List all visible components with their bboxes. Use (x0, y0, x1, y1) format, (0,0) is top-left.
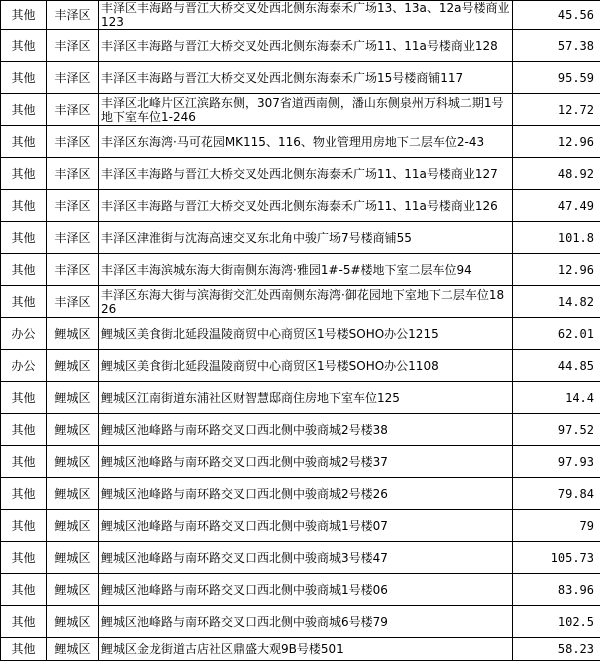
address-cell: 丰泽区东海湾·马可花园MK115、116、物业管理用房地下二层车位2-43 (99, 126, 513, 158)
address-cell: 丰泽区东海大街与滨海街交汇处西南侧东海湾·御花园地下室地下二层车位1826 (99, 286, 513, 318)
district-cell: 丰泽区 (47, 1, 99, 30)
property-type-cell: 其他 (1, 126, 47, 158)
table-row (1, 1, 600, 30)
district-cell: 丰泽区 (47, 30, 99, 62)
area-cell: 101.8 (513, 222, 600, 254)
property-type-cell: 其他 (1, 1, 47, 30)
address-cell: 丰泽区丰海路与晋江大桥交叉处西北侧东海泰禾广场11、11a号楼商业126 (99, 190, 513, 222)
district-cell: 鲤城区 (47, 382, 99, 414)
table-row (1, 30, 600, 62)
area-cell: 44.85 (513, 350, 600, 382)
table-row (1, 222, 600, 254)
property-type-cell: 其他 (1, 190, 47, 222)
property-type-cell: 其他 (1, 30, 47, 62)
address-cell: 丰泽区丰海路与晋江大桥交叉处西北侧东海泰禾广场15号楼商铺117 (99, 62, 513, 94)
area-cell: 105.73 (513, 542, 600, 574)
area-cell: 57.38 (513, 30, 600, 62)
property-table-body (1, 1, 600, 661)
property-type-cell: 其他 (1, 94, 47, 126)
table-row (1, 510, 600, 542)
area-cell: 58.23 (513, 638, 600, 661)
property-type-cell: 办公 (1, 350, 47, 382)
area-cell: 102.5 (513, 606, 600, 638)
address-cell: 鲤城区池峰路与南环路交叉口西北侧中骏商城3号楼47 (99, 542, 513, 574)
table-row (1, 382, 600, 414)
table-row (1, 542, 600, 574)
address-cell: 丰泽区丰海路与晋江大桥交叉处西北侧东海泰禾广场11、11a号楼商业128 (99, 30, 513, 62)
property-type-cell: 其他 (1, 254, 47, 286)
area-cell: 95.59 (513, 62, 600, 94)
address-cell: 鲤城区江南街道东浦社区财智慧邸商住房地下室车位125 (99, 382, 513, 414)
table-row (1, 414, 600, 446)
property-type-cell: 其他 (1, 222, 47, 254)
table-row (1, 126, 600, 158)
table-row (1, 638, 600, 661)
address-cell: 丰泽区丰海滨城东海大街南侧东海湾·雅园1#-5#楼地下室二层车位94 (99, 254, 513, 286)
district-cell: 丰泽区 (47, 94, 99, 126)
district-cell: 鲤城区 (47, 350, 99, 382)
district-cell: 丰泽区 (47, 286, 99, 318)
table-row (1, 350, 600, 382)
district-cell: 鲤城区 (47, 414, 99, 446)
district-cell: 丰泽区 (47, 222, 99, 254)
address-cell: 鲤城区池峰路与南环路交叉口西北侧中骏商城1号楼07 (99, 510, 513, 542)
area-cell: 12.96 (513, 126, 600, 158)
property-type-cell: 其他 (1, 382, 47, 414)
district-cell: 鲤城区 (47, 574, 99, 606)
area-cell: 79.84 (513, 478, 600, 510)
table-row (1, 574, 600, 606)
area-cell: 14.4 (513, 382, 600, 414)
table-row (1, 286, 600, 318)
district-cell: 丰泽区 (47, 126, 99, 158)
address-cell: 丰泽区津淮街与沈海高速交叉东北角中骏广场7号楼商铺55 (99, 222, 513, 254)
address-cell: 丰泽区丰海路与晋江大桥交叉处西北侧东海泰禾广场11、11a号楼商业127 (99, 158, 513, 190)
property-type-cell: 其他 (1, 62, 47, 94)
area-cell: 45.56 (513, 1, 600, 30)
table-row (1, 606, 600, 638)
district-cell: 丰泽区 (47, 190, 99, 222)
area-cell: 97.52 (513, 414, 600, 446)
district-cell: 鲤城区 (47, 510, 99, 542)
district-cell: 丰泽区 (47, 254, 99, 286)
property-type-cell: 其他 (1, 158, 47, 190)
area-cell: 12.72 (513, 94, 600, 126)
table-row (1, 478, 600, 510)
address-cell: 鲤城区池峰路与南环路交叉口西北侧中骏商城2号楼26 (99, 478, 513, 510)
address-cell: 鲤城区池峰路与南环路交叉口西北侧中骏商城6号楼79 (99, 606, 513, 638)
district-cell: 丰泽区 (47, 158, 99, 190)
address-cell: 鲤城区池峰路与南环路交叉口西北侧中骏商城1号楼06 (99, 574, 513, 606)
address-cell: 鲤城区池峰路与南环路交叉口西北侧中骏商城2号楼38 (99, 414, 513, 446)
property-type-cell: 其他 (1, 510, 47, 542)
address-cell: 丰泽区丰海路与晋江大桥交叉处西北侧东海泰禾广场13、13a、12a号楼商业123 (99, 1, 513, 30)
district-cell: 丰泽区 (47, 62, 99, 94)
property-type-cell: 其他 (1, 606, 47, 638)
district-cell: 鲤城区 (47, 542, 99, 574)
property-type-cell: 其他 (1, 478, 47, 510)
district-cell: 鲤城区 (47, 478, 99, 510)
table-row (1, 190, 600, 222)
area-cell: 83.96 (513, 574, 600, 606)
property-type-cell: 其他 (1, 446, 47, 478)
table-row (1, 62, 600, 94)
property-type-cell: 办公 (1, 318, 47, 350)
table-row (1, 318, 600, 350)
area-cell: 97.93 (513, 446, 600, 478)
area-cell: 12.96 (513, 254, 600, 286)
property-type-cell: 其他 (1, 542, 47, 574)
property-type-cell: 其他 (1, 638, 47, 661)
area-cell: 14.82 (513, 286, 600, 318)
district-cell: 鲤城区 (47, 638, 99, 661)
area-cell: 48.92 (513, 158, 600, 190)
address-cell: 鲤城区池峰路与南环路交叉口西北侧中骏商城2号楼37 (99, 446, 513, 478)
district-cell: 鲤城区 (47, 606, 99, 638)
table-row (1, 94, 600, 126)
address-cell: 鲤城区美食街北延段温陵商贸中心商贸区1号楼SOHO办公1215 (99, 318, 513, 350)
area-cell: 47.49 (513, 190, 600, 222)
address-cell: 鲤城区金龙街道古店社区鼎盛大观9B号楼501 (99, 638, 513, 661)
address-cell: 丰泽区北峰片区江滨路东侧，307省道西南侧，潘山东侧泉州万科城二期1号地下室车位1-246 (99, 94, 513, 126)
table-row (1, 446, 600, 478)
property-type-cell: 其他 (1, 286, 47, 318)
table-row (1, 254, 600, 286)
district-cell: 鲤城区 (47, 446, 99, 478)
property-type-cell: 其他 (1, 574, 47, 606)
area-cell: 62.01 (513, 318, 600, 350)
property-type-cell: 其他 (1, 414, 47, 446)
address-cell: 鲤城区美食街北延段温陵商贸中心商贸区1号楼SOHO办公1108 (99, 350, 513, 382)
table-row (1, 158, 600, 190)
district-cell: 鲤城区 (47, 318, 99, 350)
area-cell: 79 (513, 510, 600, 542)
